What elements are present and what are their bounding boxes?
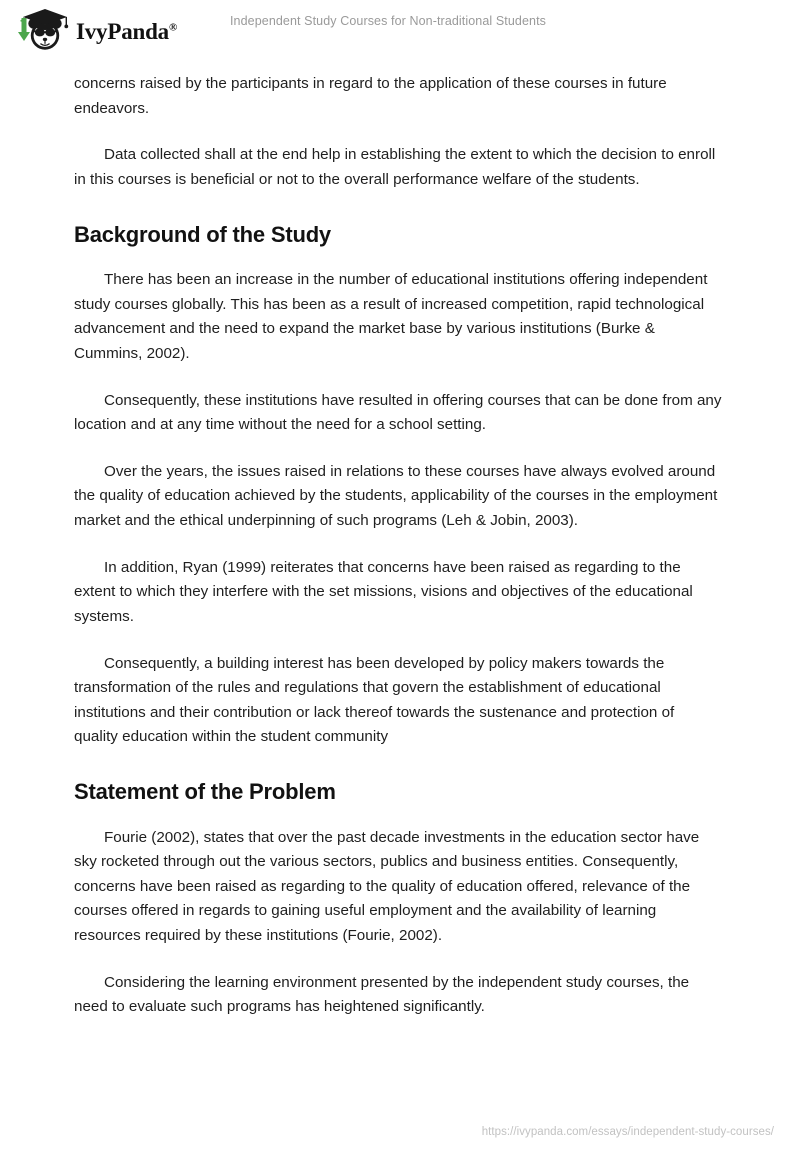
body-paragraph: Over the years, the issues raised in relations to these courses have always evolved around the quality of education achieved by the students, applicability of the courses in the employment market and the ethical underpinning of such programs (Leh & Jobin, 2003). <box>74 462 718 529</box>
registered-trademark-symbol: ® <box>168 20 178 33</box>
body-paragraph: In addition, Ryan (1999) reiterates that concerns have been raised as regarding to the extent to which they interfere with the set missions, visions and objectives of the educational systems. <box>74 558 693 625</box>
section-heading: Background of the Study <box>74 221 331 247</box>
page-footer <box>0 1126 774 1138</box>
body-paragraph: Data collected shall at the end help in establishing the extent to which the decision to enroll in this courses is beneficial or not to the overall performance welfare of the students. <box>74 146 716 188</box>
brand-name-text: IvyPanda <box>76 18 169 44</box>
body-paragraph: Consequently, a building interest has been developed by policy makers towards the transformation of the rules and regulations that govern the establishment of educational institutions and their contribution or lack thereof towards the sustenance and protection of quality education within the student community <box>74 654 675 746</box>
body-paragraph: Considering the learning environment presented by the independent study courses, the need to evaluate such programs has heightened significantly. <box>74 973 690 1016</box>
document-title: Independent Study Courses for Non-traditional Students <box>229 14 546 28</box>
document-content <box>74 72 722 1042</box>
source-url-link[interactable]: https://ivypanda.com/essays/independent-study-courses/ <box>481 1126 774 1138</box>
page-header <box>0 0 800 58</box>
body-paragraph: Fourie (2002), states that over the past decade investments in the education sector have sky rocketed through out the various sectors, publics and business entities. Consequently, concerns have been raised as regarding to the quality of education offered, relevance of the courses offered in regards to gaining useful employment and the availability of learning resources required by these institutions (Fourie, 2002). <box>74 828 700 944</box>
body-paragraph: Consequently, these institutions have resulted in offering courses that can be done from any location and at any time without the need for a school setting. <box>74 391 722 434</box>
body-paragraph: concerns raised by the participants in regard to the application of these courses in future endeavors. <box>74 75 667 117</box>
body-paragraph: There has been an increase in the number of educational institutions offering independent study courses globally. This has been as a result of increased competition, rapid technological advancement and the need to expand the market base by various institutions (Burke & Cummins, 2002). <box>74 271 708 362</box>
section-heading: Statement of the Problem <box>74 779 336 804</box>
